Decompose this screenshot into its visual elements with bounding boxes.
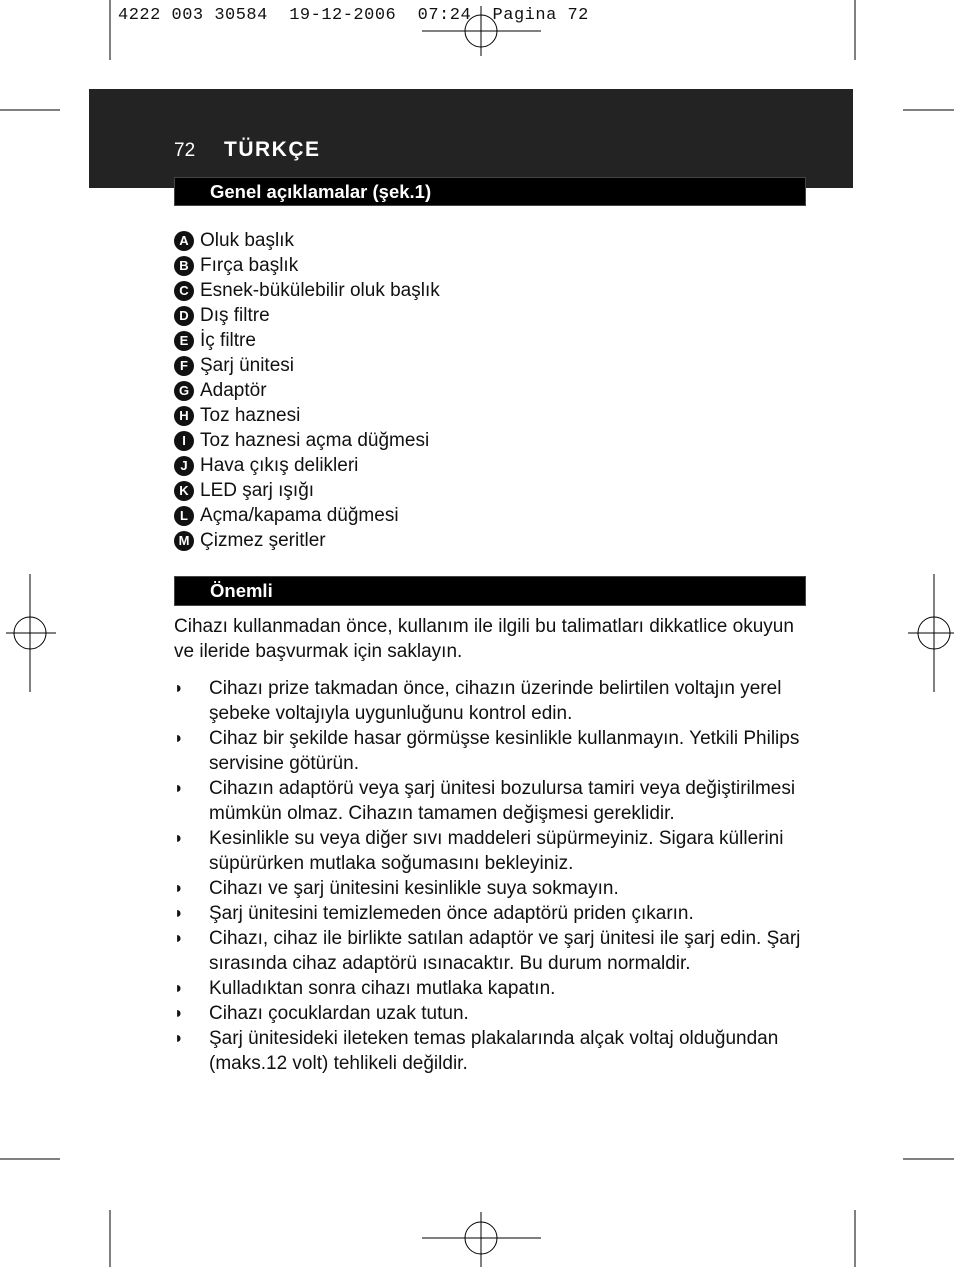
warning-list: [174, 676, 806, 1076]
section-title-important: Önemli: [210, 580, 273, 601]
part-item: [174, 428, 440, 453]
section-bar-important: [174, 576, 806, 606]
warning-text: Cihaz bir şekilde hasar görmüşse kesinlikle kullanmayın. Yetkili Philips servisine götürün.: [209, 728, 800, 774]
warning-item: [174, 726, 806, 776]
part-letter-badge: G: [174, 381, 194, 401]
warning-text: Cihazı prize takmadan önce, cihazın üzerinde belirtilen voltajın yerel şebeke voltajıyla uygunluğunu kontrol edin.: [209, 678, 782, 724]
part-item: [174, 528, 440, 553]
part-label: Adaptör: [200, 379, 267, 401]
warning-text: Şarj ünitesideki ileteken temas plakalarında alçak voltaj olduğundan (maks.12 volt) tehlikeli değildir.: [209, 1028, 779, 1074]
part-item: [174, 328, 440, 353]
part-letter-badge: A: [174, 231, 194, 251]
intro-paragraph: Cihazı kullanmadan önce, kullanım ile ilgili bu talimatları dikkatlice okuyun ve ileride başvurmak için saklayın.: [174, 616, 794, 662]
page-number: 72: [174, 140, 196, 161]
part-label: Oluk başlık: [200, 229, 294, 251]
bullet-icon: ◗: [174, 730, 184, 747]
warning-item: [174, 901, 806, 926]
warning-text: Cihazı, cihaz ile birlikte satılan adaptör ve şarj ünitesi ile şarj edin. Şarj sırasında cihaz adaptörü ısınacaktır. Bu durum normaldir.: [209, 928, 801, 974]
part-letter-badge: B: [174, 256, 194, 276]
part-item: [174, 278, 440, 303]
part-label: Dış filtre: [200, 304, 270, 326]
part-letter-badge: H: [174, 406, 194, 426]
bullet-icon: ◗: [174, 1005, 184, 1022]
part-item: [174, 503, 440, 528]
part-label: Toz haznesi: [200, 404, 301, 426]
section-title-general: Genel açıklamalar (şek.1): [210, 181, 432, 202]
warning-item: [174, 676, 806, 726]
part-label: Esnek-bükülebilir oluk başlık: [200, 279, 440, 301]
part-letter-badge: M: [174, 531, 194, 551]
part-item: [174, 378, 440, 403]
bullet-icon: ◗: [174, 680, 184, 697]
bullet-icon: ◗: [174, 1030, 184, 1047]
bullet-icon: ◗: [174, 930, 184, 947]
warning-text: Kulladıktan sonra cihazı mutlaka kapatın.: [209, 978, 556, 999]
part-label: Şarj ünitesi: [200, 354, 294, 376]
part-letter-badge: L: [174, 506, 194, 526]
print-header: 4222 003 30584 19-12-2006 07:24 Pagina 72: [118, 6, 589, 25]
warning-item: [174, 926, 806, 976]
warning-text: Şarj ünitesini temizlemeden önce adaptörü priden çıkarın.: [209, 903, 694, 924]
part-letter-badge: E: [174, 331, 194, 351]
part-letter-badge: I: [174, 431, 194, 451]
part-item: [174, 303, 440, 328]
part-label: Fırça başlık: [200, 254, 299, 276]
warning-item: [174, 1001, 806, 1026]
warning-text: Cihazın adaptörü veya şarj ünitesi bozulursa tamiri veya değiştirilmesi mümkün olmaz. Cihazın tamamen değişmesi gereklidir.: [209, 778, 796, 824]
part-label: Hava çıkış delikleri: [200, 454, 359, 476]
part-label: İç filtre: [200, 329, 256, 351]
part-item: [174, 353, 440, 378]
bullet-icon: ◗: [174, 830, 184, 847]
header-band: [89, 89, 853, 188]
bullet-icon: ◗: [174, 980, 184, 997]
part-label: Toz haznesi açma düğmesi: [200, 429, 430, 451]
section-bar-general: [174, 177, 806, 206]
part-letter-badge: C: [174, 281, 194, 301]
part-label: LED şarj ışığı: [200, 479, 315, 501]
warning-text: Cihazı ve şarj ünitesini kesinlikle suya sokmayın.: [209, 878, 619, 899]
part-item: [174, 228, 440, 253]
part-letter-badge: D: [174, 306, 194, 326]
warning-item: [174, 826, 806, 876]
part-letter-badge: J: [174, 456, 194, 476]
warning-text: Cihazı çocuklardan uzak tutun.: [209, 1003, 469, 1024]
part-letter-badge: K: [174, 481, 194, 501]
part-label: Açma/kapama düğmesi: [200, 504, 399, 526]
part-item: [174, 453, 440, 478]
bullet-icon: ◗: [174, 905, 184, 922]
part-item: [174, 403, 440, 428]
warning-item: [174, 776, 806, 826]
part-item: [174, 478, 440, 503]
part-letter-badge: F: [174, 356, 194, 376]
warning-item: [174, 1026, 806, 1076]
warning-item: [174, 976, 806, 1001]
bullet-icon: ◗: [174, 780, 184, 797]
warning-text: Kesinlikle su veya diğer sıvı maddeleri süpürmeyiniz. Sigara küllerini süpürürken mutlaka soğumasını bekleyiniz.: [209, 828, 784, 874]
language-title: TÜRKÇE: [224, 138, 321, 161]
warning-item: [174, 876, 806, 901]
part-label: Çizmez şeritler: [200, 529, 326, 551]
part-item: [174, 253, 440, 278]
parts-list: [174, 228, 440, 553]
bullet-icon: ◗: [174, 880, 184, 897]
